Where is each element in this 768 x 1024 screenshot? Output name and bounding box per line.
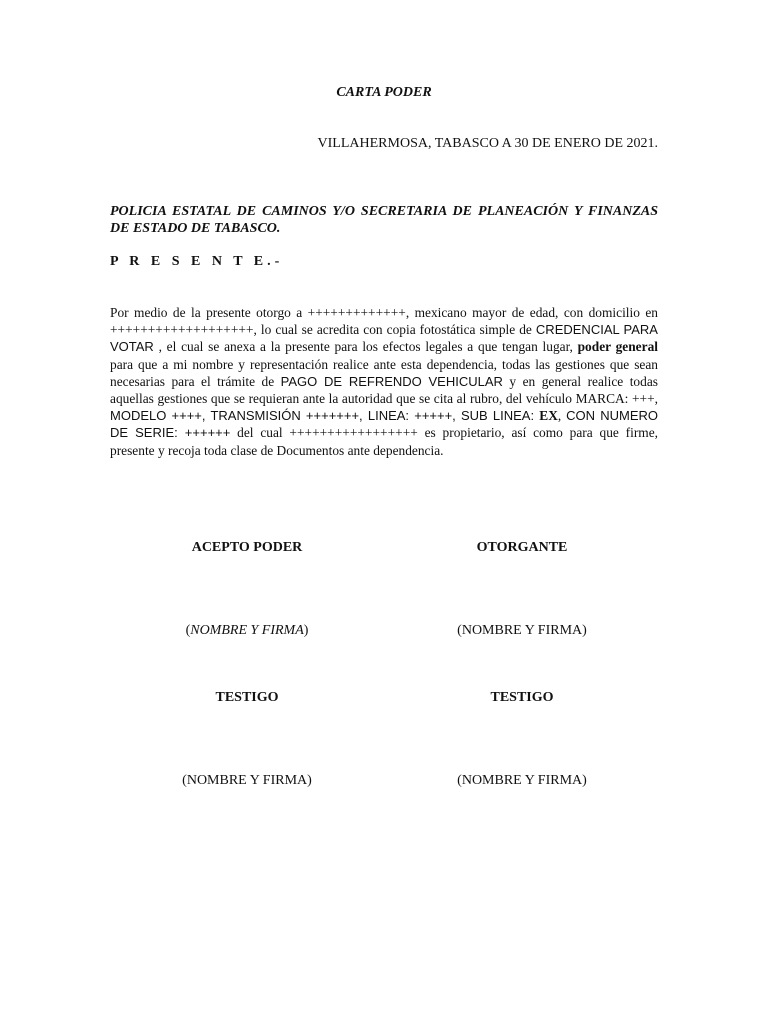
body-text-4: y en general realice todas aquellas gestiones que se requieran ante la autoridad que se cita al rubro, del vehículo MARCA: +++, (110, 373, 658, 407)
accept-name-signature (107, 623, 387, 639)
paren-open: ( (185, 623, 191, 638)
salutation: P R E S E N T E.- (110, 254, 284, 269)
paren-close: ) (303, 623, 309, 638)
body-text-3: para que a mi nombre y representación realice ante esta dependencia, todas las gestiones que sean necesarias para el trámite de (110, 356, 658, 389)
body-paragraph (110, 304, 658, 459)
subline-value: EX (539, 408, 558, 424)
document-title: CARTA PODER (336, 85, 432, 100)
addressee: POLICIA ESTATAL DE CAMINOS Y/O SECRETARIA DE PLANEACIÓN Y FINANZAS DE ESTADO DE TABASCO. (110, 204, 658, 236)
body-text-5: del cual +++++++++++++++++ es propietario, así como para que firme, presente y recoja toda clase de Documentos ante dependencia. (110, 425, 658, 458)
power-type: poder general (577, 339, 658, 355)
procedure-name: PAGO DE REFRENDO VEHICULAR (280, 373, 503, 389)
grantor-name-signature: (NOMBRE Y FIRMA) (457, 623, 587, 638)
witness-1-label: TESTIGO (215, 690, 279, 705)
body-text-2: , el cual se anexa a la presente para los efectos legales a que tengan lugar, (153, 339, 578, 355)
body-text-1: Por medio de la presente otorgo a +++++++++++++, mexicano mayor de edad, con domicilio en +++++++++++++++++++, lo cual se acredita con copia fotostática simple de (110, 305, 658, 338)
place-date: VILLAHERMOSA, TABASCO A 30 DE ENERO DE 2021. (317, 136, 658, 151)
witness-2-label: TESTIGO (490, 690, 554, 705)
witness-2-name-signature: (NOMBRE Y FIRMA) (457, 773, 587, 788)
accept-name-text: NOMBRE Y FIRMA (190, 623, 304, 638)
serial-number: CON NUMERO DE SERIE: ++++++ (110, 408, 659, 441)
serial-separator: , (557, 408, 567, 424)
grantor-label: OTORGANTE (476, 540, 568, 555)
vehicle-specs: MODELO ++++, TRANSMISIÓN +++++++, LINEA: +++++, SUB LINEA: (110, 408, 540, 424)
credential-type: CREDENCIAL PARA VOTAR (110, 322, 658, 355)
accept-power-label: ACEPTO PODER (191, 540, 303, 555)
witness-1-name-signature: (NOMBRE Y FIRMA) (182, 773, 312, 788)
